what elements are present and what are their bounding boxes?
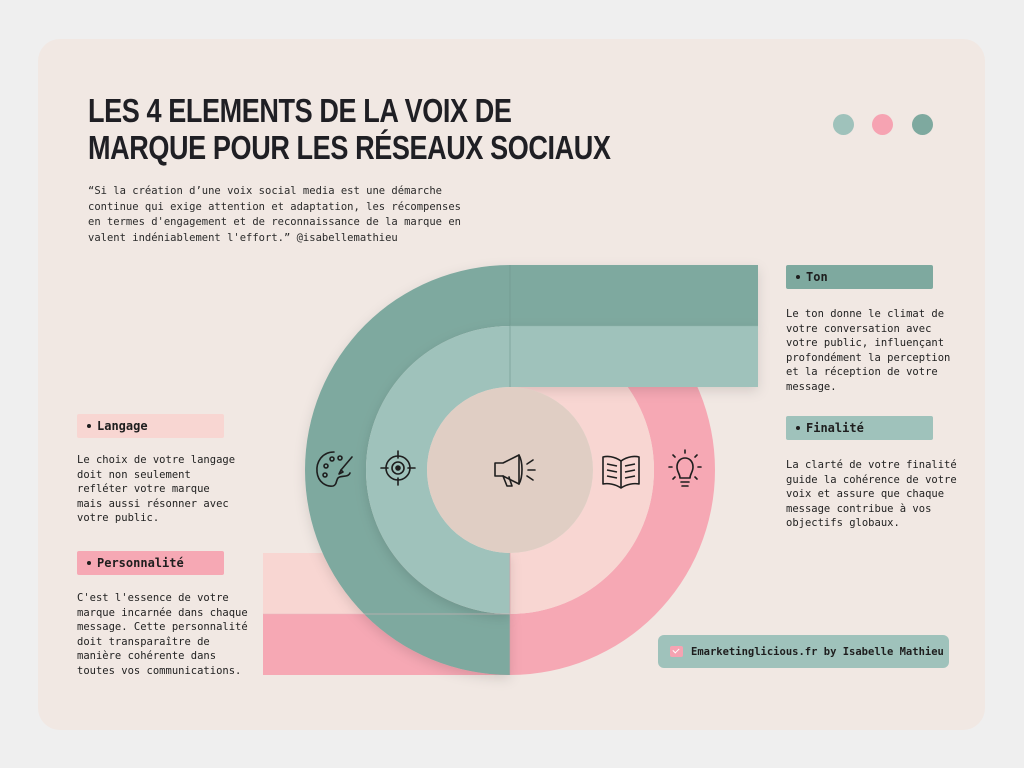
description-line: profondément la perception [786,351,951,364]
description-line: marque incarnée dans chaque [77,606,248,619]
title-line: MARQUE POUR LES RÉSEAUX SOCIAUX [88,129,611,166]
description-line: C'est l'essence de votre [77,592,229,604]
tag-personnalite-label: Personnalité [97,556,184,570]
description-line: objectifs globaux. [786,517,900,529]
credit-text: Emarketinglicious.fr by Isabelle Mathieu [691,645,944,658]
title-line: LES 4 ELEMENTS DE LA VOIX DE [88,92,512,129]
langage-description [77,453,257,526]
description-line: Le ton donne le climat de [786,308,945,320]
quote-line: “Si la création d’une voix social media est une démarche [88,185,443,197]
credit-badge[interactable] [658,635,949,668]
description-line: manière cohérente dans [77,650,217,662]
description-line: voix et assure que chaque [786,488,945,500]
description-line: message contribue à vos [786,502,932,515]
tag-personnalite [77,551,224,575]
bullet-icon [796,426,800,430]
tag-langage [77,414,224,438]
tag-ton [786,265,933,289]
tag-finalite-label: Finalité [806,421,864,435]
description-line: votre conversation avec [786,322,932,335]
description-line: message. Cette personnalité [77,621,248,633]
description-line: votre public. [77,512,160,524]
quote-line: en termes d'engagement et de reconnaissance de la marque en [88,216,461,228]
description-line: doit non seulement [77,468,191,481]
ton-description [786,307,966,394]
description-line: et la réception de votre [786,366,938,378]
bullet-icon [87,424,91,428]
description-line: mais aussi résonner avec [77,497,229,510]
bullet-icon [87,561,91,565]
mail-icon [670,646,683,657]
description-line: Le choix de votre langage [77,454,236,466]
description-line: guide la cohérence de votre [786,473,957,486]
finalite-description [786,458,976,531]
bullet-icon [796,275,800,279]
tag-ton-label: Ton [806,270,828,284]
tag-finalite [786,416,933,440]
description-line: votre public, influençant [786,337,945,349]
description-line: doit transparaître de [77,635,210,648]
description-line: La clarté de votre finalité [786,459,957,471]
quote-line: valent indéniablement l'effort.” @isabellemathieu [88,231,398,244]
description-line: message. [786,380,837,393]
description-line: toutes vos communications. [77,664,242,677]
center-circle [427,387,593,553]
quote-line: continue qui exige attention et adaptation, les récompenses [88,200,461,213]
personnalite-description [77,591,262,678]
tag-langage-label: Langage [97,419,148,433]
description-line: refléter votre marque [77,483,210,495]
